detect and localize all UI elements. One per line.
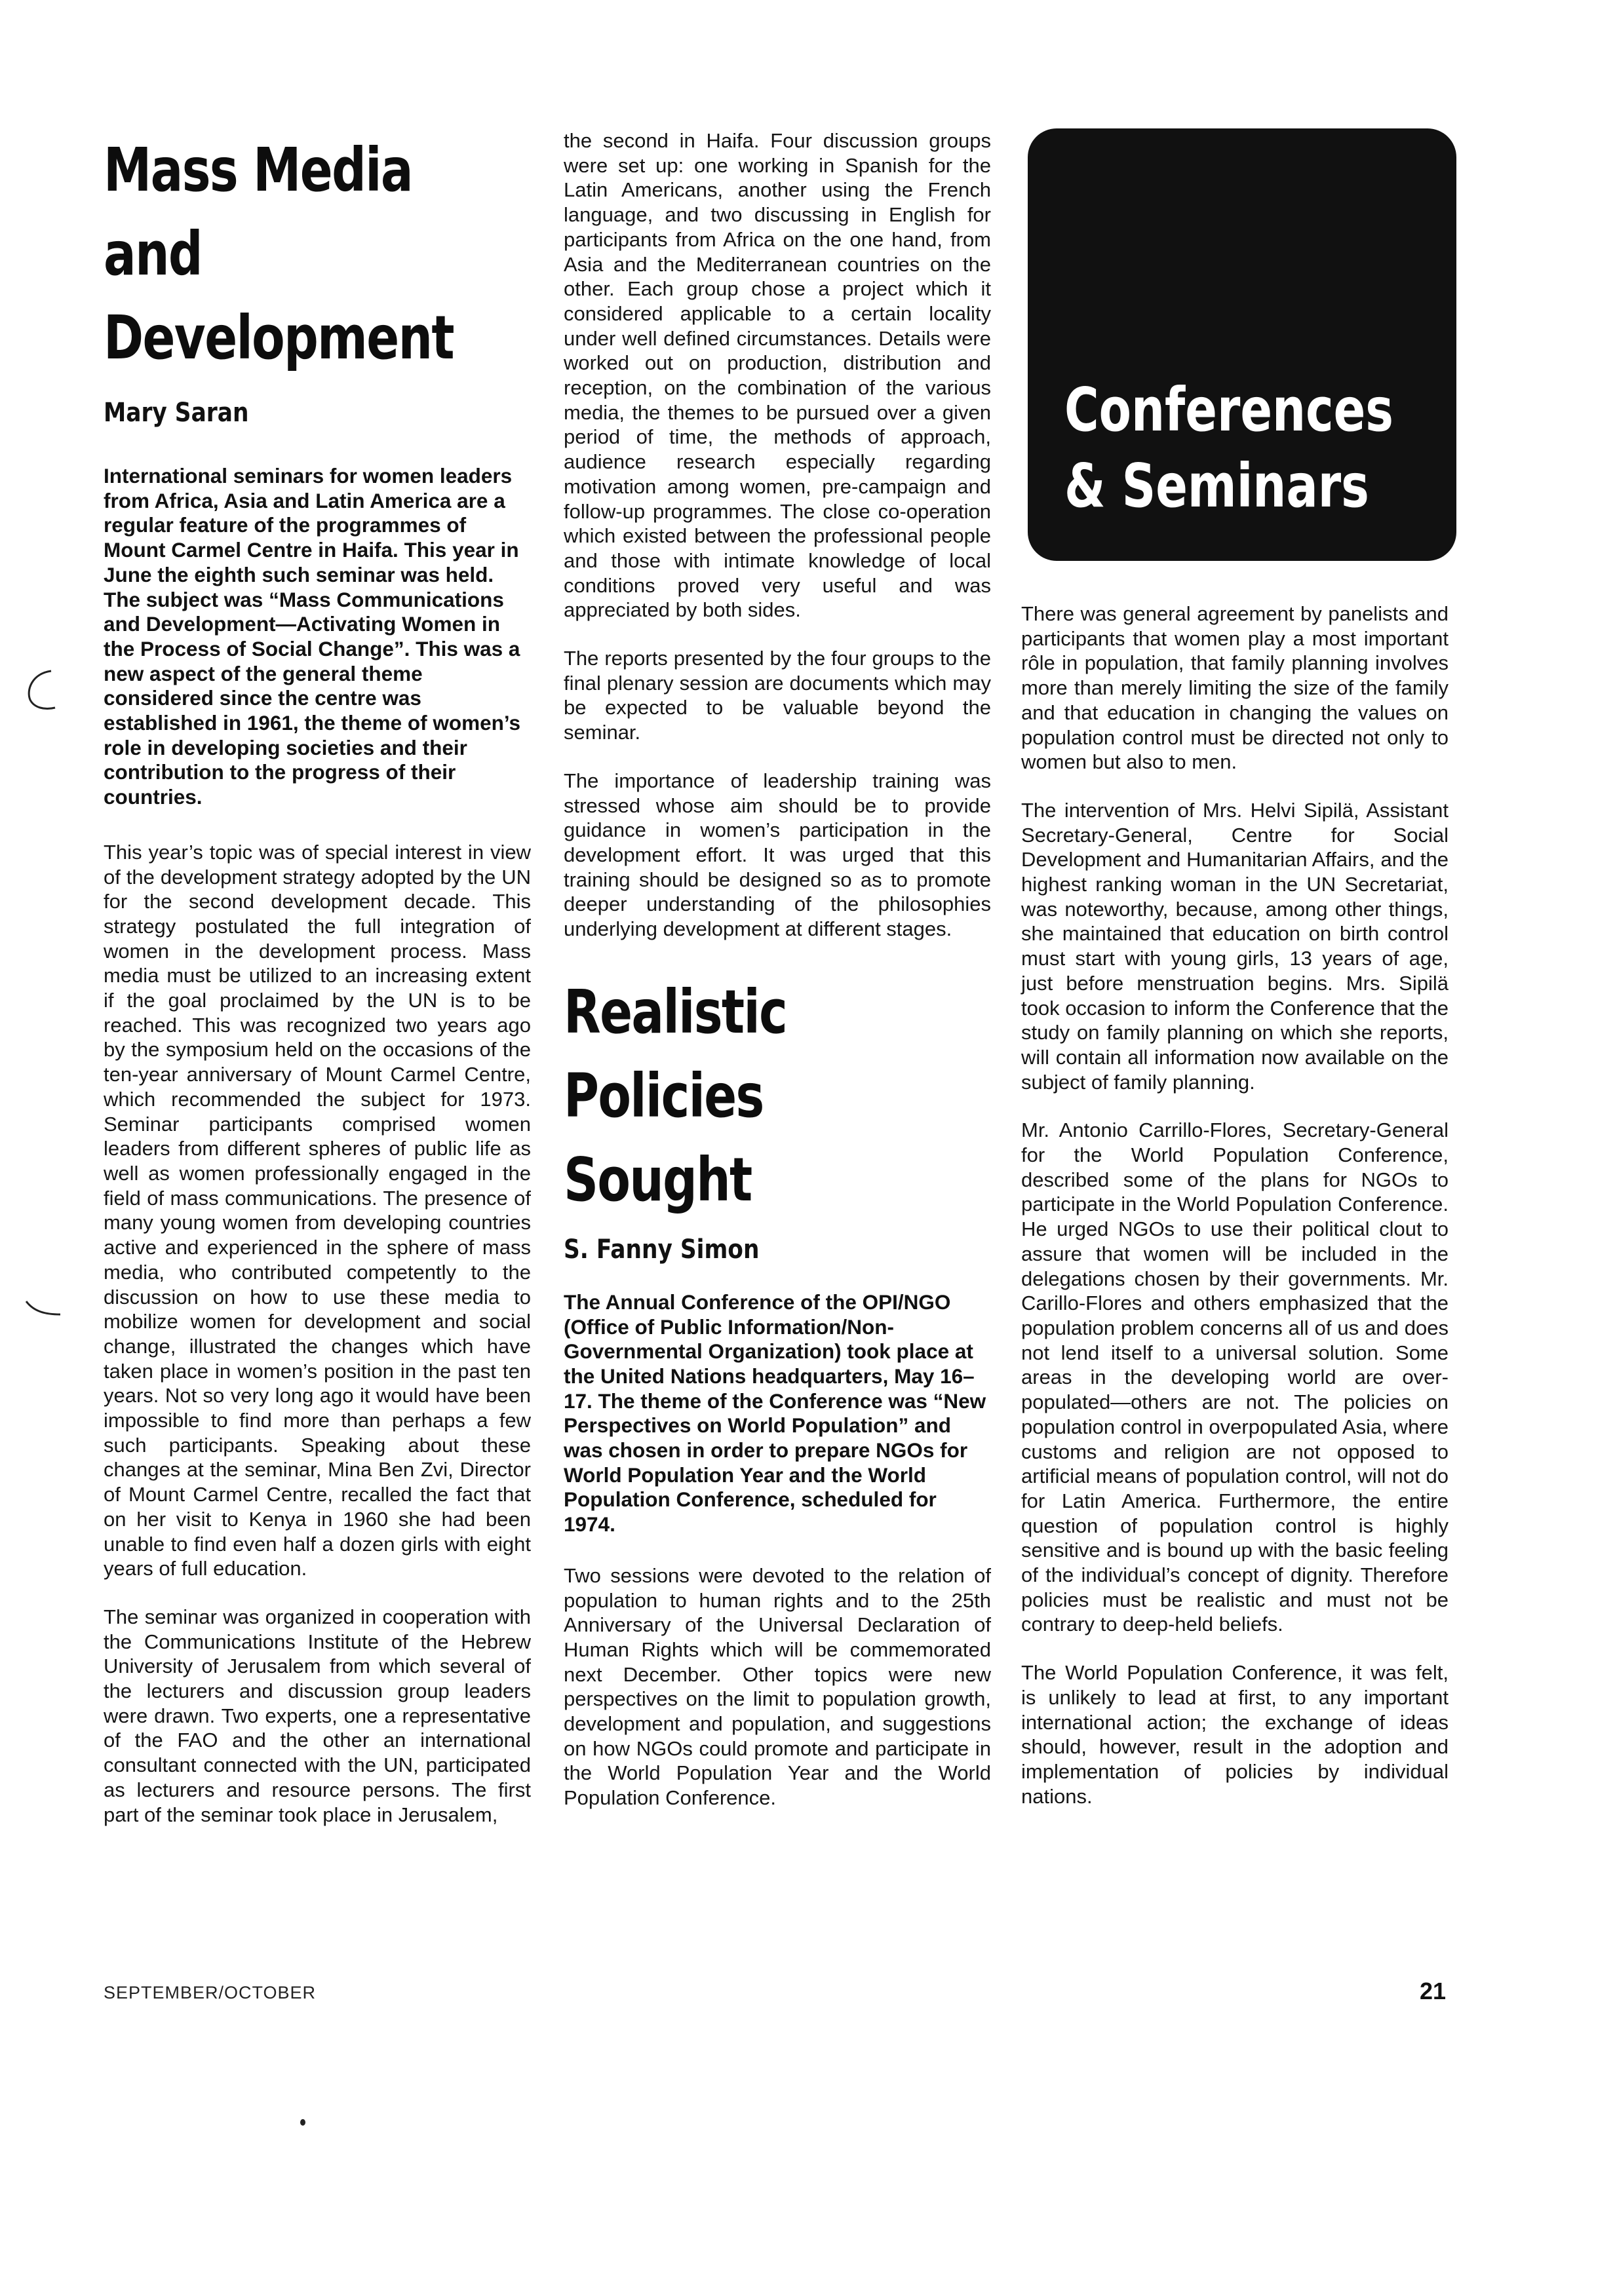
headline-line: and bbox=[104, 219, 202, 289]
article-2-byline: S. Fanny Simon bbox=[564, 1234, 760, 1265]
article-1-paragraph: The reports presented by the four groups to the final plenary session are documents which may be expected to be valuable beyond the seminar. bbox=[564, 647, 991, 744]
headline-line: Mass Media bbox=[104, 135, 412, 205]
section-heading bbox=[1064, 372, 1453, 524]
ink-speck bbox=[300, 2119, 305, 2126]
headline-line: Development bbox=[104, 303, 454, 373]
section-heading-line: Conferences bbox=[1064, 375, 1394, 445]
column-3 bbox=[1021, 602, 1449, 1832]
headline-line: Policies bbox=[564, 1060, 764, 1131]
article-2-paragraph: Mr. Antonio Carrillo-Flores, Secretary-General for the World Population Conference, described some of the plans for NGOs to participate in the World Population Conference. He urged NGOs to use their political clout to assure that women will be included in the delegations chosen by their governments. Mr. Carillo-Flores and others emphasized that the population problem concerns all of us and does not lend itself to a universal solution. Some areas in the developing world are over-populated—others are not. The policies on population control in overpopulated Asia, where customs and religion are not opposed to artificial means of population control, will not do for Latin America. Furthermore, the entire question of population control is highly sensitive and is bound up with the basic feeling of the individual’s concept of dignity. Therefore policies must be realistic and must not be contrary to deep-held beliefs. bbox=[1021, 1119, 1449, 1636]
article-1-paragraph: This year’s topic was of special interest in view of the development strategy adopted by the UN for the second development decade. This strategy postulated the full integration of women in the development process. Mass media must be utilized to an increasing extent if the goal proclaimed by the UN is to be reached. This was recognized two years ago by the symposium held on the occasions of the ten-year anniversary of Mount Carmel Centre, which recommended the subject for 1973. Seminar participants comprised women leaders from different spheres of public life as well as women professionally engaged in the field of mass communications. The presence of many young women from developing countries active and experienced in the sphere of mass media, who contributed competently to the discussion on how to use these media to mobilize women for development and social change, illustrated the changes which have taken place in women’s position in the past ten years. Not so very long ago it would have been impossible to find more than perhaps a few such participants. Speaking about these changes at the seminar, Mina Ben Zvi, Director of Mount Carmel Centre, recalled the fact that on her visit to Kenya in 1960 she had been unable to find even half a dozen girls with eight years of full education. bbox=[104, 840, 531, 1580]
column-1 bbox=[104, 128, 531, 1827]
article-2-lead: The Annual Conference of the OPI/NGO (Office of Public Information/Non-Governmental Organization) took place at the United Nations headquarters, May 16–17. The theme of the Conference was “New Perspectives on World Population” and was chosen in order to prepare NGOs for World Population Year and the World Population Conference, scheduled for 1974. bbox=[564, 1290, 986, 1537]
margin-mark-icon bbox=[24, 1295, 63, 1321]
article-2-paragraph: The World Population Conference, it was felt, is unlikely to lead at first, to any important international action; the exchange of ideas should, however, result in the adoption and implementation of policies by individual nations. bbox=[1021, 1661, 1449, 1808]
article-2-paragraph: Two sessions were devoted to the relation of population to human rights and to the 25th Anniversary of the Universal Declaration of Human Rights which will be commemorated next December. Other topics were new perspectives on the limit to population growth, development and population, and suggestions on how NGOs could promote and participate in the World Population Year and the World Population Conference. bbox=[564, 1563, 991, 1810]
page-number: 21 bbox=[1420, 1978, 1447, 2004]
column-2 bbox=[564, 128, 991, 1834]
headline-line: Sought bbox=[564, 1144, 752, 1215]
article-2-headline bbox=[564, 970, 994, 1222]
article-1-lead: International seminars for women leaders from Africa, Asia and Latin America are a regular feature of the programmes of Mount Carmel Centre in Haifa. This year in June the eighth such seminar was held. The subject was “Mass Communications and Development—Activating Women in the Process of Social Change”. This was a new aspect of the general theme considered since the centre was established in 1961, the theme of women’s role in developing societies and their contribution to the progress of their countries. bbox=[104, 464, 521, 809]
article-1-byline: Mary Saran bbox=[104, 398, 249, 428]
issue-label: SEPTEMBER/OCTOBER bbox=[104, 1983, 317, 2002]
margin-mark-icon bbox=[22, 667, 62, 713]
article-1-headline bbox=[104, 128, 534, 380]
article-2-paragraph: There was general agreement by panelists and participants that women play a most important rôle in population, that family planning involves more than merely limiting the size of the family and that education in changing the values on population control must be directed not only to women but also to men. bbox=[1021, 602, 1449, 774]
article-1-paragraph: The importance of leadership training was stressed whose aim should be to provide guidance in women’s participation in the development effort. It was urged that this training should be designed so as to promote deeper understanding of the philosophies underlying development at different stages. bbox=[564, 769, 991, 941]
article-2-paragraph: The intervention of Mrs. Helvi Sipilä, Assistant Secretary-General, Centre for Social Development and Humanitarian Affairs, and the highest ranking woman in the UN Secretariat, was noteworthy, because, among other things, she maintained that education on birth control must start with young girls, 13 years of age, just before menstruation begins. Mrs. Sipilä took occasion to inform the Conference that the study on family planning on which she reports, will contain all information now available on the subject of family planning. bbox=[1021, 798, 1449, 1094]
headline-line: Realistic bbox=[564, 976, 787, 1047]
article-1-paragraph: the second in Haifa. Four discussion groups were set up: one working in Spanish for the Latin Americans, another using the French language, and two discussing in English for participants from Africa on the one hand, from Asia and the Mediterranean countries on the other. Each group chose a project which it considered applicable to a certain locality under well defined circumstances. Details were worked out on production, distribution and reception, on the combination of the various media, the themes to be pursued over a given period of time, the methods of approach, audience research especially regarding motivation among women, pre-campaign and follow-up programmes. The close co-operation which existed between the professional people and those with intimate knowledge of local conditions proved very useful and was appreciated by both sides. bbox=[564, 129, 991, 622]
section-heading-box bbox=[1028, 128, 1456, 561]
article-1-paragraph: The seminar was organized in cooperation with the Communications Institute of the Hebrew University of Jerusalem from which several of the lecturers and discussion group leaders were drawn. Two experts, one a representative of the FAO and the other an international consultant connected with the UN, participated as lecturers and resource persons. The first part of the seminar took place in Jerusalem, bbox=[104, 1605, 531, 1826]
section-heading-line: & Seminars bbox=[1064, 451, 1369, 521]
